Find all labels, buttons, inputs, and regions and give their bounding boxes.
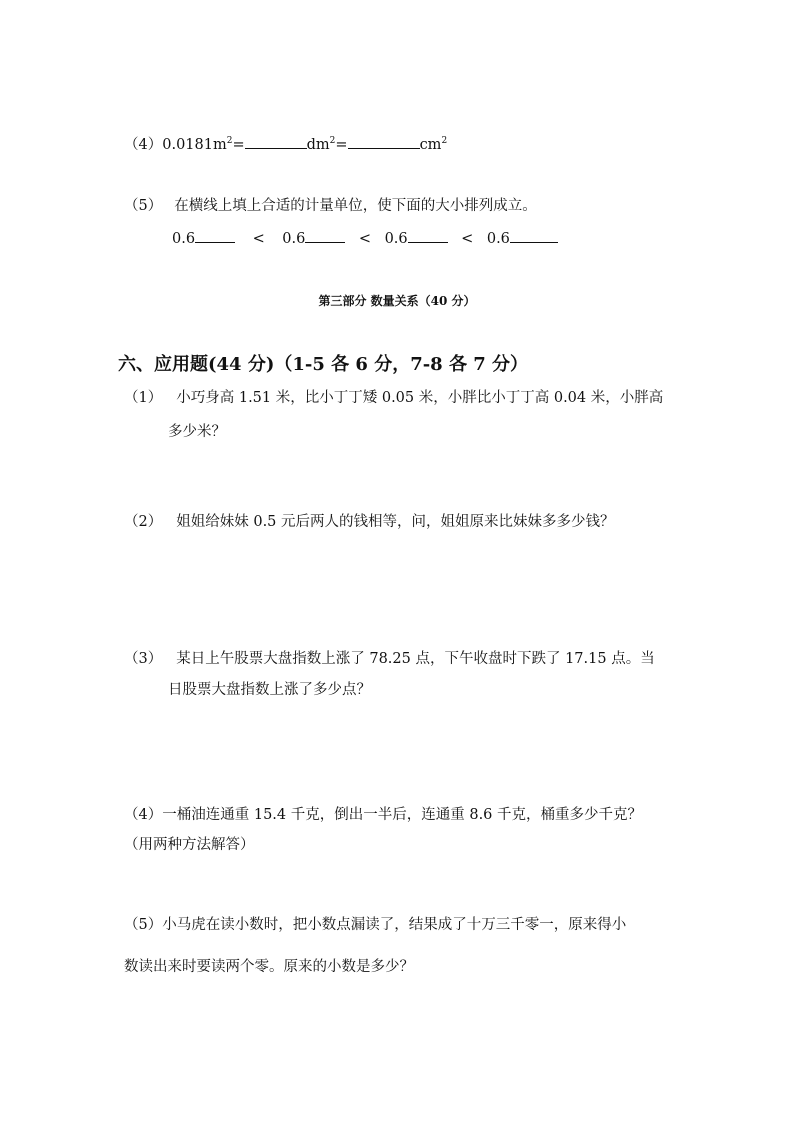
unit-blank-2[interactable] xyxy=(305,228,345,243)
question-text: 小巧身高 1.51 米，比小丁丁矮 0.05 米，小胖比小丁丁高 0.04 米，小胖高 xyxy=(176,390,664,406)
unit-blank-1[interactable] xyxy=(195,228,235,243)
question-number: （5） xyxy=(124,198,163,214)
unit-blank-4[interactable] xyxy=(510,228,558,243)
word-problem-3 xyxy=(124,649,655,669)
question-text: 一桶油连通重 15.4 千克，倒出一半后，连通重 8.6 千克，桶重多少千克？ xyxy=(162,807,643,823)
value: 0.6 xyxy=(384,231,408,247)
equals: = xyxy=(232,137,245,153)
question-4-unit-conversion xyxy=(124,134,447,155)
word-problem-2 xyxy=(124,512,615,532)
question-text: 某日上午股票大盘指数上涨了 78.25 点，下午收盘时下跌了 17.15 点。当 xyxy=(176,651,655,667)
question-5-ordering xyxy=(172,228,558,249)
question-number: （5） xyxy=(124,917,163,933)
unit-cm: cm xyxy=(419,137,442,153)
answer-blank-cm[interactable] xyxy=(348,134,420,149)
exponent: 2 xyxy=(441,136,448,147)
section-heading: 六、应用题(44 分)（1-5 各 6 分，7-8 各 7 分） xyxy=(118,354,529,375)
question-text: 在横线上填上合适的计量单位，使下面的大小排列成立。 xyxy=(174,198,537,214)
section-title: 第三部分 数量关系（40 分） xyxy=(318,294,476,308)
less-than-sign: < xyxy=(252,231,265,247)
exponent: 2 xyxy=(329,136,336,147)
word-problem-4 xyxy=(124,805,642,825)
word-problem-5 xyxy=(124,915,626,935)
unit-blank-3[interactable] xyxy=(408,228,448,243)
question-number: （4） xyxy=(124,137,163,153)
value: 0.6 xyxy=(282,231,306,247)
question-number: （3） xyxy=(124,651,163,667)
value: 0.0181m xyxy=(162,137,227,153)
less-than-sign: < xyxy=(461,231,474,247)
question-5-instruction xyxy=(124,196,537,216)
question-number: （4） xyxy=(124,807,163,823)
question-number: （1） xyxy=(124,390,163,406)
word-problem-1 xyxy=(124,388,663,408)
less-than-sign: < xyxy=(358,231,372,247)
word-problem-5-continued: 数读出来时要读两个零。原来的小数是多少？ xyxy=(124,959,414,975)
word-problem-1-continued: 多少米？ xyxy=(168,424,226,440)
question-text: 小马虎在读小数时，把小数点漏读了，结果成了十万三千零一，原来得小 xyxy=(162,917,627,933)
question-number: （2） xyxy=(124,514,163,530)
word-problem-3-continued: 日股票大盘指数上涨了多少点？ xyxy=(168,682,371,698)
answer-blank-dm[interactable] xyxy=(245,134,307,149)
unit-dm: dm xyxy=(306,137,330,153)
value: 0.6 xyxy=(486,231,510,247)
exponent: 2 xyxy=(226,136,233,147)
equals: = xyxy=(335,137,348,153)
question-text: 姐姐给妹妹 0.5 元后两人的钱相等，问，姐姐原来比妹妹多多少钱？ xyxy=(176,514,615,530)
word-problem-4-continued: （用两种方法解答） xyxy=(124,837,255,853)
value: 0.6 xyxy=(172,231,196,247)
